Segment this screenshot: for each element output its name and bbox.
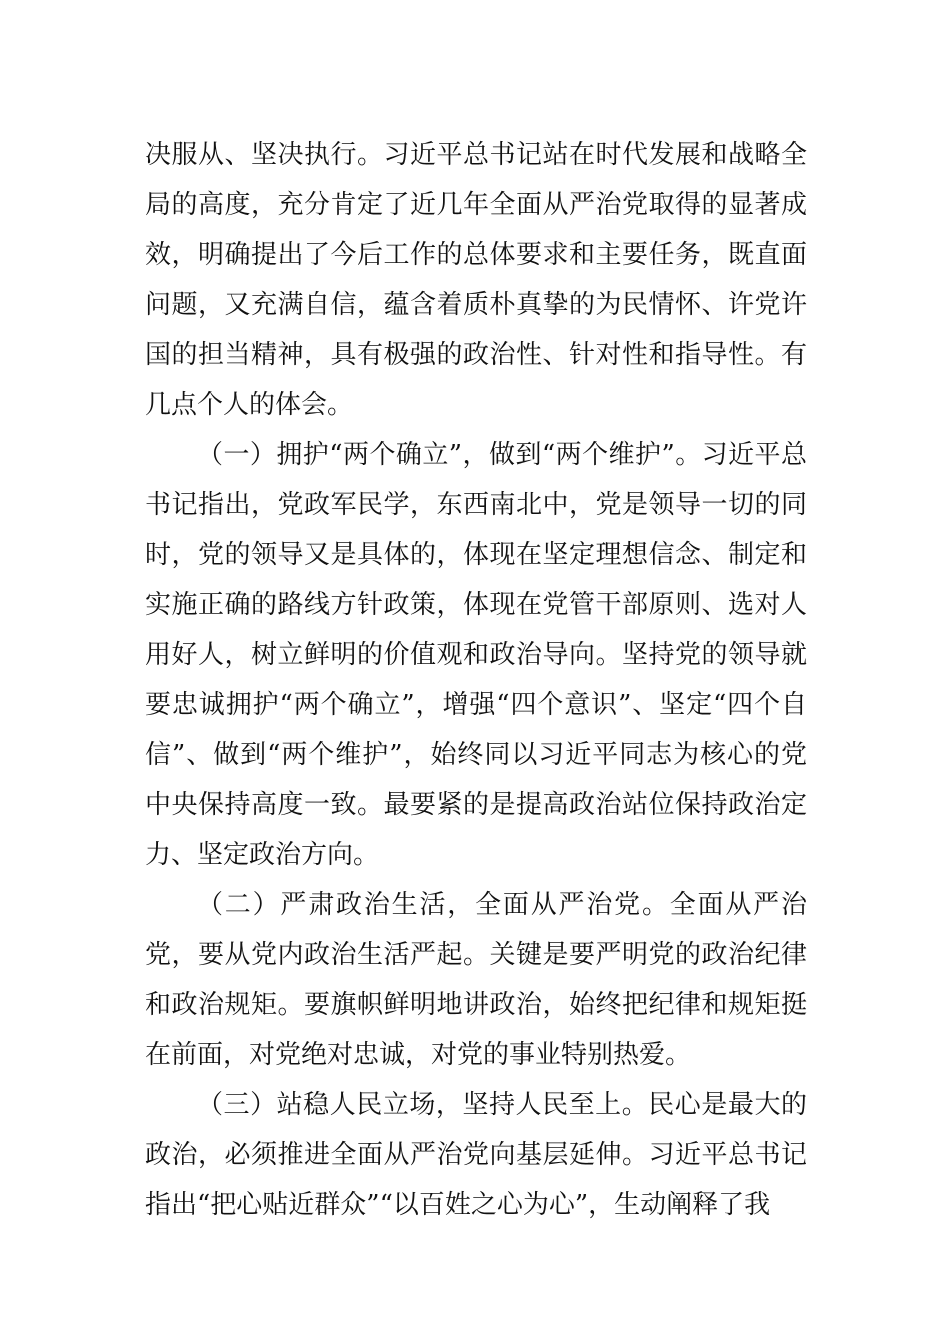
document-body	[145, 130, 807, 1230]
paragraph-continuation: 决服从、坚决执行。习近平总书记站在时代发展和战略全局的高度，充分肯定了近几年全面从严治党取得的显著成效，明确提出了今后工作的总体要求和主要任务，既直面问题，又充满自信，蕴含着质朴真挚的为民情怀、许党许国的担当精神，具有极强的政治性、针对性和指导性。有几点个人的体会。	[145, 140, 807, 420]
paragraph-section-3: （三）站稳人民立场，坚持人民至上。民心是最大的政治，必须推进全面从严治党向基层延伸。习近平总书记指出“把心贴近群众”“以百姓之心为心”，生动阐释了我	[145, 1090, 807, 1220]
paragraph-section-2: （二）严肃政治生活，全面从严治党。全面从严治党，要从党内政治生活严起。关键是要严明党的政治纪律和政治规矩。要旗帜鲜明地讲政治，始终把纪律和规矩挺在前面，对党绝对忠诚，对党的事业特别热爱。	[145, 890, 807, 1070]
paragraph-section-1: （一）拥护“两个确立”，做到“两个维护”。习近平总书记指出，党政军民学，东西南北中，党是领导一切的同时，党的领导又是具体的，体现在坚定理想信念、制定和实施正确的路线方针政策，体现在党管干部原则、选对人用好人，树立鲜明的价值观和政治导向。坚持党的领导就要忠诚拥护“两个确立”，增强“四个意识”、坚定“四个自信”、做到“两个维护”，始终同以习近平同志为核心的党中央保持高度一致。最要紧的是提高政治站位保持政治定力、坚定政治方向。	[145, 440, 807, 870]
